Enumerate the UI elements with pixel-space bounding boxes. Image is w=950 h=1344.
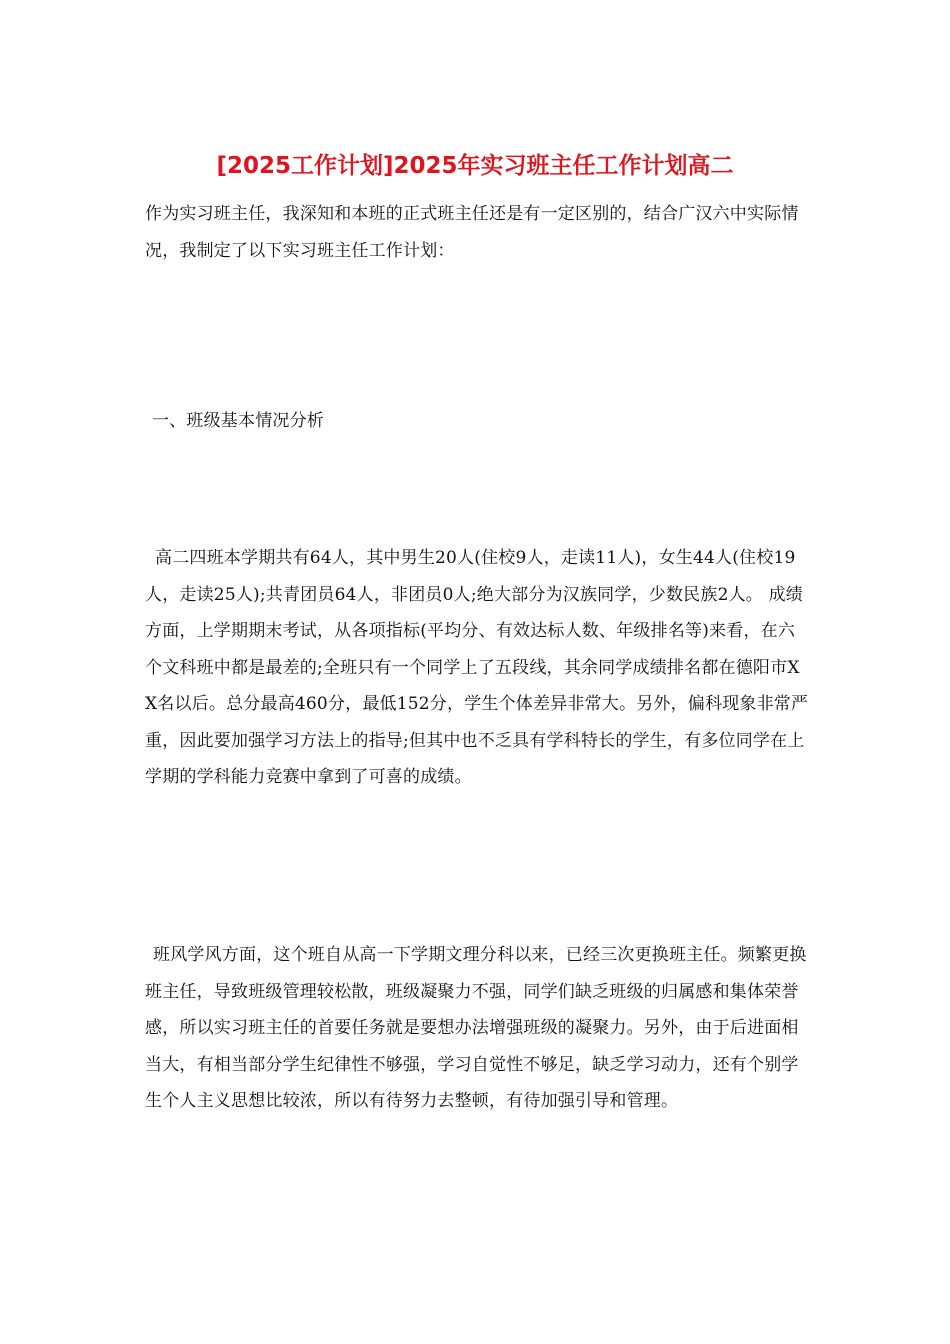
class-style-paragraph: 班风学风方面，这个班自从高一下学期文理分科以来，已经三次更换班主任。频繁更换班主任，导致班级管理较松散，班级凝聚力不强，同学们缺乏班级的归属感和集体荣誉感，所以实习班主任的首要任务就是要想办法增强班级的凝聚力。另外，由于后进面相当大，有相当部分学生纪律性不够强，学习自觉性不够足，缺乏学习动力，还有个别学生个人主义思想比较浓，所以有待努力去整顿，有待加强引导和管理。: [145, 945, 807, 1111]
intro-paragraph: 作为实习班主任，我深知和本班的正式班主任还是有一定区别的，结合广汉六中实际情况，我制定了以下实习班主任工作计划：: [145, 204, 799, 261]
document-title: [2025工作计划]2025年实习班主任工作计划高二: [216, 153, 734, 179]
class-analysis-paragraph: 高二四班本学期共有64人，其中男生20人(住校9人，走读11人)，女生44人(住校19人，走读25人);共青团员64人，非团员0人;绝大部分为汉族同学，少数民族2人。 成绩方面，上学期期末考试，从各项指标(平均分、有效达标人数、年级排名等)来看，在六个文科班中都是最差的;全班只有一个同学上了五段线，其余同学成绩排名都在德阳市XX名以后。总分最高460分，最低152分，学生个体差异非常大。另外，偏科现象非常严重，因此要加强学习方法上的指导;但其中也不乏具有学科特长的学生，有多位同学在上学期的学科能力竞赛中拿到了可喜的成绩。: [145, 548, 809, 787]
section-heading: 一、班级基本情况分析: [152, 411, 324, 431]
